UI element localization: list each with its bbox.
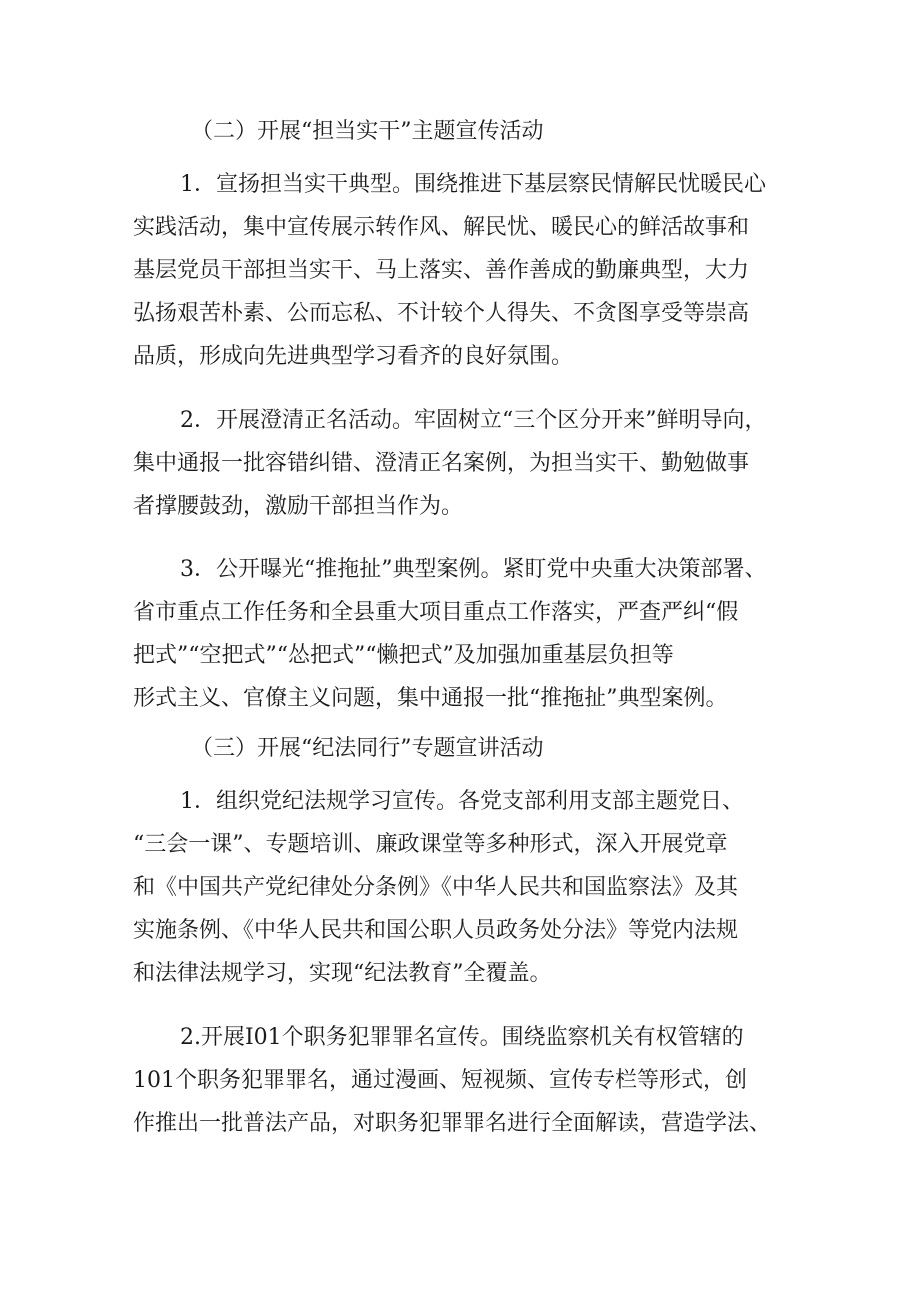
paragraph-line: 1．宣扬担当实干典型。围绕推进下基层察民情解民忧暖民心: [180, 172, 766, 197]
paragraph-line: 3．公开曝光“推拖扯”典型案例。紧盯党中央重大决策部署、: [180, 557, 767, 582]
paragraph-line: 把式”“空把式”“怂把式”“懒把式”及加强加重基层负担等: [133, 643, 674, 668]
paragraph-line: 1．组织党纪法规学习宣传。各党支部利用支部主题党日、: [180, 789, 744, 814]
paragraph-line: “三会一课”、专题培训、廉政课堂等多种形式，深入开展党章: [133, 832, 728, 857]
paragraph-line: 省市重点工作任务和全县重大项目重点工作落实，严查严纠“假: [133, 600, 739, 625]
paragraph-line: 弘扬艰苦朴素、公而忘私、不计较个人得失、不贪图享受等崇高: [133, 301, 750, 326]
section-heading-2: （二）开展“担当实干”主题宣传活动: [191, 119, 544, 144]
paragraph-line: 2．开展澄清正名活动。牢固树立“三个区分开来”鲜明导向，: [180, 408, 767, 433]
paragraph-line: 作推出一批普法产品，对职务犯罪罪名进行全面解读，营造学法、: [133, 1111, 772, 1136]
paragraph-line: 者撑腰鼓劲，激励干部担当作为。: [133, 494, 464, 519]
paragraph-line: 品质，形成向先进典型学习看齐的良好氛围。: [133, 344, 574, 369]
paragraph-line: 形式主义、官僚主义问题，集中通报一批“推拖扯”典型案例。: [133, 686, 728, 711]
paragraph-line: 和《中国共产党纪律处分条例》《中华人民共和国监察法》及其: [133, 875, 739, 900]
paragraph-line: 2.开展I01个职务犯罪罪名宣传。围绕监察机关有权管辖的: [180, 1025, 744, 1050]
paragraph-line: 基层党员干部担当实干、马上落实、善作善成的勤廉典型，大力: [133, 258, 750, 283]
paragraph-line: 101个职务犯罪罪名，通过漫画、短视频、宣传专栏等形式，创: [133, 1068, 747, 1093]
paragraph-line: 实践活动，集中宣传展示转作风、解民忧、暖民心的鲜活故事和: [133, 215, 750, 240]
paragraph-line: 实施条例、《中华人民共和国公职人员政务处分法》等党内法规: [133, 918, 739, 943]
paragraph-line: 和法律法规学习，实现“纪法教育”全覆盖。: [133, 961, 552, 986]
section-heading-3: （三）开展“纪法同行”专题宣讲活动: [191, 736, 544, 761]
paragraph-line: 集中通报一批容错纠错、澄清正名案例，为担当实干、勤勉做事: [133, 451, 750, 476]
